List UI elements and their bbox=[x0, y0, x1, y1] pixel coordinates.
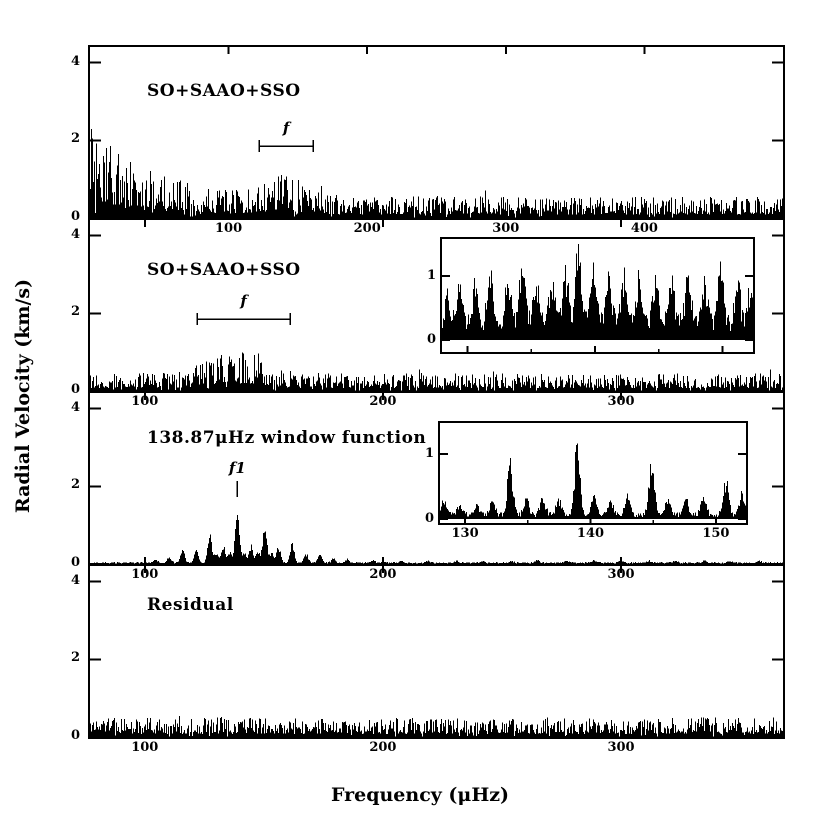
f1-marker-label: f1 bbox=[228, 459, 246, 478]
spectrum-data bbox=[91, 129, 783, 218]
panel-residual bbox=[90, 566, 783, 755]
y-axis-title: Radial Velocity (km/s) bbox=[12, 278, 34, 514]
x-tick-label: 200 bbox=[369, 567, 397, 582]
inset-x-tick-label: 150 bbox=[702, 526, 730, 541]
panel-label: SO+SAAO+SSO bbox=[147, 260, 301, 280]
y-tick-label: 4 bbox=[70, 399, 80, 415]
f-marker-label: f bbox=[282, 119, 290, 138]
x-tick-label: 300 bbox=[492, 221, 520, 236]
x-tick-label: 100 bbox=[131, 740, 159, 755]
y-tick-label: 2 bbox=[70, 650, 80, 666]
inset-box bbox=[440, 237, 755, 354]
y-tick-label: 2 bbox=[70, 304, 80, 320]
inset-y-tick-label: 1 bbox=[426, 268, 436, 283]
inset-y-tick-label: 0 bbox=[426, 332, 436, 347]
x-axis-title: Frequency (μHz) bbox=[330, 784, 510, 806]
panel-window-function bbox=[90, 393, 783, 582]
y-tick-label: 0 bbox=[70, 209, 80, 224]
inset-x-tick-label: 140 bbox=[576, 526, 605, 541]
y-tick-label: 4 bbox=[70, 572, 80, 588]
inset-x-tick-label: 130 bbox=[451, 526, 479, 541]
x-tick-label: 300 bbox=[607, 567, 635, 582]
panel-label: Residual bbox=[147, 595, 234, 615]
x-tick-label: 300 bbox=[607, 394, 635, 409]
y-tick-label: 0 bbox=[70, 382, 80, 397]
spectrum-data bbox=[91, 353, 783, 391]
x-tick-label: 200 bbox=[353, 221, 381, 236]
y-tick-label: 2 bbox=[70, 131, 80, 147]
x-tick-label: 100 bbox=[131, 567, 159, 582]
x-tick-label: 200 bbox=[369, 394, 397, 409]
y-tick-label: 2 bbox=[70, 477, 80, 493]
panel-label: 138.87μHz window function bbox=[147, 428, 427, 448]
f-marker-label: f bbox=[240, 292, 247, 311]
inset-spectrum-data bbox=[443, 244, 753, 340]
inset-svg bbox=[442, 239, 753, 352]
inset-y-tick-label: 0 bbox=[424, 511, 434, 526]
inset-spectrum-data bbox=[441, 444, 746, 519]
panel-label: SO+SAAO+SSO bbox=[147, 81, 301, 101]
x-tick-label: 200 bbox=[369, 740, 397, 755]
y-tick-label: 4 bbox=[70, 226, 80, 242]
inset-box bbox=[438, 421, 748, 525]
plot-frame bbox=[88, 45, 785, 755]
y-tick-label: 0 bbox=[70, 728, 80, 743]
x-tick-label: 400 bbox=[630, 221, 658, 236]
y-tick-label: 0 bbox=[70, 555, 80, 570]
spectrum-data bbox=[91, 716, 783, 737]
x-tick-label: 300 bbox=[607, 740, 635, 755]
spectrum-svg bbox=[90, 47, 783, 218]
panel-spectrum-full bbox=[90, 47, 783, 236]
inset-svg bbox=[440, 423, 746, 523]
y-tick-label: 4 bbox=[70, 53, 80, 69]
spectrum-svg bbox=[90, 566, 783, 737]
inset-y-tick-label: 1 bbox=[424, 446, 434, 461]
x-tick-label: 100 bbox=[215, 221, 243, 236]
panel-spectrum-zoomrange bbox=[90, 220, 783, 409]
x-tick-label: 100 bbox=[131, 394, 159, 409]
